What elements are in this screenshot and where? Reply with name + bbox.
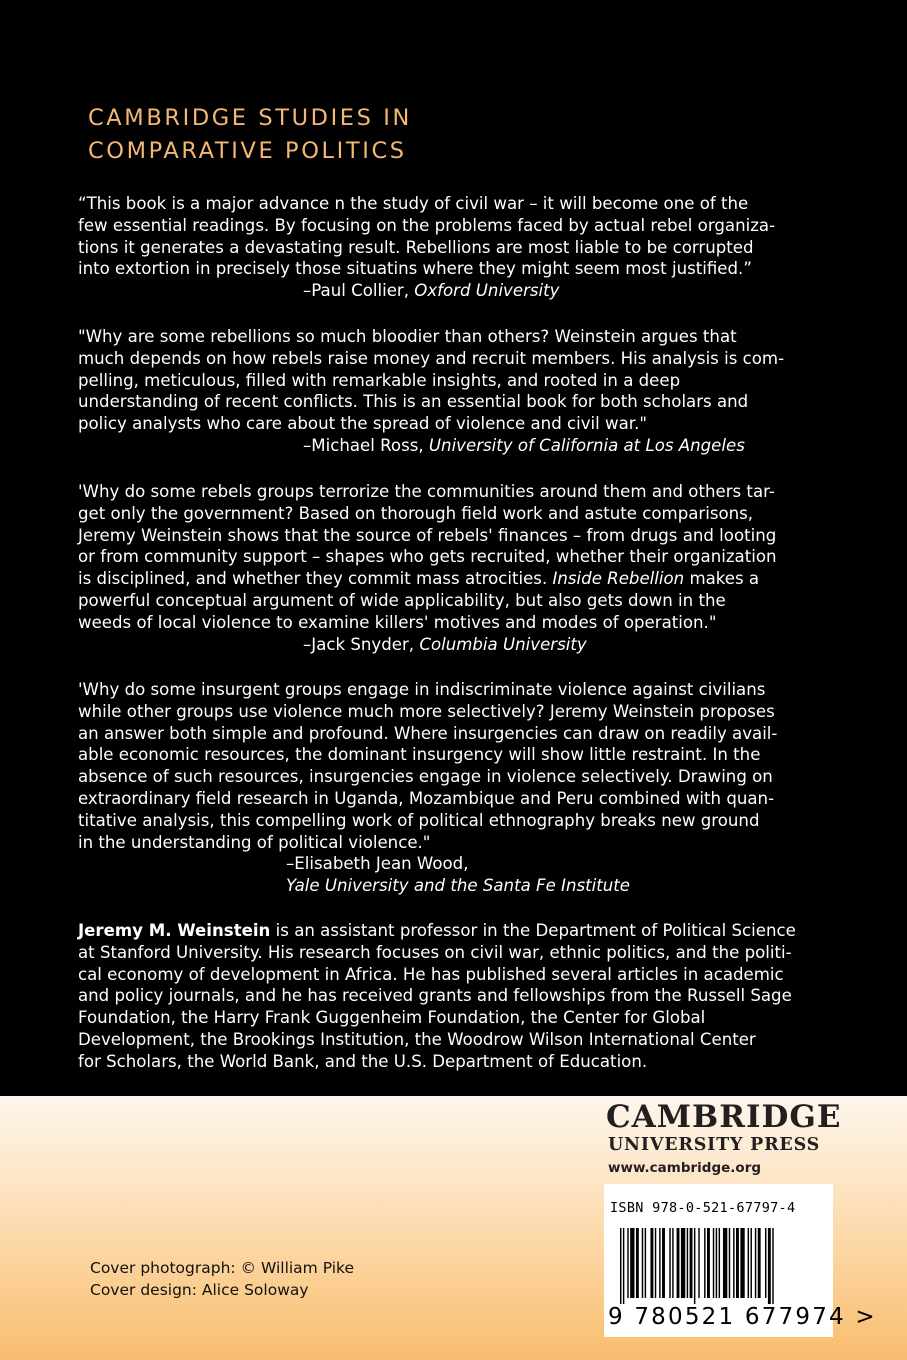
blurb-wood <box>78 679 818 897</box>
barcode-bar <box>694 1228 695 1304</box>
blurb-attribution <box>78 634 818 656</box>
barcode-bar <box>698 1228 699 1298</box>
barcode-bar <box>681 1228 685 1298</box>
attribution-affiliation-line <box>78 875 818 897</box>
barcode-bar <box>748 1228 749 1298</box>
blurb-line <box>78 568 818 590</box>
blurb-collier <box>78 193 818 302</box>
barcode-bar <box>662 1228 665 1298</box>
series-title-line-1: CAMBRIDGE STUDIES IN <box>88 105 412 131</box>
blurb-line: titative analysis, this compelling work of political ethnography breaks new ground <box>78 810 760 830</box>
author-name: Jeremy M. Weinstein <box>78 921 271 940</box>
blurb-line-part: makes a <box>684 569 760 589</box>
blurb-line-part: is disciplined, and whether they commit mass atrocities. <box>78 569 553 589</box>
blurb-line: tions it generates a devastating result. Rebellions are most liable to be corrupted <box>78 237 754 257</box>
design-credit: Cover design: Alice Soloway <box>90 1280 309 1299</box>
publisher-url: www.cambridge.org <box>608 1160 762 1176</box>
blurb-line: an answer both simple and profound. Where insurgencies can draw on readily avail- <box>78 723 778 743</box>
barcode-bar <box>620 1228 621 1304</box>
barcode-bar <box>755 1228 756 1298</box>
attribution-name: –Michael Ross, <box>303 435 429 455</box>
blurb-line: 'Why do some insurgent groups engage in indiscriminate violence against civilians <box>78 680 766 699</box>
barcode-bar <box>758 1228 761 1298</box>
barcode-bar <box>716 1228 717 1298</box>
blurb-line: get only the government? Based on thorough field work and astute comparisons, <box>78 503 754 523</box>
attribution-name: –Paul Collier, <box>303 281 415 301</box>
bio-line <box>78 920 818 942</box>
bio-line: for Scholars, the World Bank, and the U.S. Department of Education. <box>78 1051 648 1071</box>
blurb-line: absence of such resources, insurgencies engage in violence selectively. Drawing on <box>78 767 773 787</box>
barcode-bar <box>650 1228 653 1298</box>
barcode-bar <box>768 1228 771 1304</box>
barcode-bar <box>659 1228 660 1298</box>
barcode-bar <box>672 1228 673 1298</box>
barcode-bar <box>751 1228 752 1298</box>
barcode-bar <box>713 1228 714 1298</box>
blurb-line: understanding of recent conflicts. This is an essential book for both scholars and <box>78 392 749 412</box>
blurb-line: "Why are some rebellions so much bloodier than others? Weinstein argues that <box>78 327 737 346</box>
attribution-name: –Elisabeth Jean Wood, <box>286 854 469 874</box>
blurb-snyder <box>78 481 818 655</box>
barcode-bar <box>627 1228 628 1298</box>
publisher-subtitle: UNIVERSITY PRESS <box>608 1135 821 1155</box>
publisher-name: CAMBRIDGE <box>606 1099 842 1135</box>
barcode-bar <box>636 1228 639 1298</box>
barcode-bars <box>620 1228 820 1304</box>
bio-line: and policy journals, and he has received grants and fellowships from the Russell Sage <box>78 986 792 1006</box>
series-title <box>88 102 412 168</box>
barcode-bar <box>719 1228 720 1298</box>
blurb-line: into extortion in precisely those situatins where they might seem most justified.” <box>78 259 752 279</box>
barcode-bar <box>630 1228 634 1298</box>
attribution-affiliation: University of California at Los Angeles <box>428 435 745 455</box>
barcode-bar <box>723 1228 727 1298</box>
photo-credit: Cover photograph: © William Pike <box>90 1259 354 1277</box>
barcode-bar <box>623 1228 624 1304</box>
barcode-bar <box>704 1228 705 1298</box>
bio-line-part: is an assistant professor in the Department of Political Science <box>270 921 796 940</box>
attribution-affiliation: Oxford University <box>414 281 560 301</box>
blurb-ross <box>78 326 818 457</box>
barcode-bar <box>655 1228 656 1298</box>
blurb-attribution <box>78 280 818 302</box>
series-title-line-2: COMPARATIVE POLITICS <box>88 138 407 164</box>
blurb-line: much depends on how rebels raise money and recruit members. His analysis is com- <box>78 348 785 368</box>
blurb-attribution <box>78 435 818 457</box>
bio-line: Development, the Brookings Institution, the Woodrow Wilson International Center <box>78 1029 756 1049</box>
attribution-affiliation: Columbia University <box>419 634 587 654</box>
book-title: Inside Rebellion <box>552 569 685 589</box>
blurb-line: or from community support – shapes who gets recruited, whether their organization <box>78 547 777 567</box>
bio-line: at Stanford University. His research focuses on civil war, ethnic politics, and the politi- <box>78 942 792 962</box>
blurb-line: pelling, meticulous, filled with remarkable insights, and rooted in a deep <box>78 370 681 390</box>
isbn-label: ISBN 978-0-521-67797-4 <box>610 1200 796 1216</box>
blurb-line: 'Why do some rebels groups terrorize the communities around them and others tar- <box>78 482 775 501</box>
blurb-line: while other groups use violence much more selectively? Jeremy Weinstein proposes <box>78 701 775 721</box>
blurb-line: able economic resources, the dominant insurgency will show little restraint. In the <box>78 745 761 765</box>
barcode-bar <box>677 1228 680 1298</box>
cover-credits <box>90 1258 354 1301</box>
bio-line: cal economy of development in Africa. He has published several articles in academic <box>78 964 784 984</box>
bio-line: Foundation, the Harry Frank Guggenheim Foundation, the Center for Global <box>78 1008 706 1028</box>
blurb-line: few essential readings. By focusing on the problems faced by actual rebel organiza- <box>78 215 776 235</box>
publisher-logo <box>606 1100 842 1180</box>
barcode-bar <box>707 1228 710 1298</box>
barcode-bar <box>690 1228 693 1298</box>
attribution-affiliation: Yale University and the Santa Fe Institute <box>286 876 630 896</box>
barcode-bar <box>687 1228 688 1298</box>
barcode-digits: 9 780521 677974 > <box>608 1304 877 1330</box>
barcode-bar <box>729 1228 730 1298</box>
barcode-bar <box>765 1228 766 1298</box>
blurb-line: weeds of local violence to examine killers' motives and modes of operation." <box>78 612 717 632</box>
blurb-line: powerful conceptual argument of wide applicability, but also gets down in the <box>78 590 726 610</box>
barcode-bar <box>669 1228 670 1298</box>
author-bio <box>78 920 818 1073</box>
blurb-line: extraordinary field research in Uganda, Mozambique and Peru combined with quan- <box>78 788 775 808</box>
barcode-bar <box>642 1228 643 1298</box>
blurb-line: “This book is a major advance n the study of civil war – it will become one of the <box>78 194 749 213</box>
attribution-name: –Jack Snyder, <box>303 634 420 654</box>
barcode-bar <box>645 1228 646 1298</box>
barcode-bar <box>740 1228 744 1298</box>
barcode-bar <box>772 1228 773 1304</box>
blurb-line: policy analysts who care about the spread of violence and civil war." <box>78 414 647 434</box>
isbn-barcode <box>604 1184 877 1337</box>
blurb-line: Jeremy Weinstein shows that the source of rebels' finances – from drugs and looting <box>78 525 777 545</box>
barcode-bar <box>733 1228 734 1298</box>
barcode-bar <box>736 1228 739 1298</box>
blurb-line: in the understanding of political violence." <box>78 832 431 852</box>
